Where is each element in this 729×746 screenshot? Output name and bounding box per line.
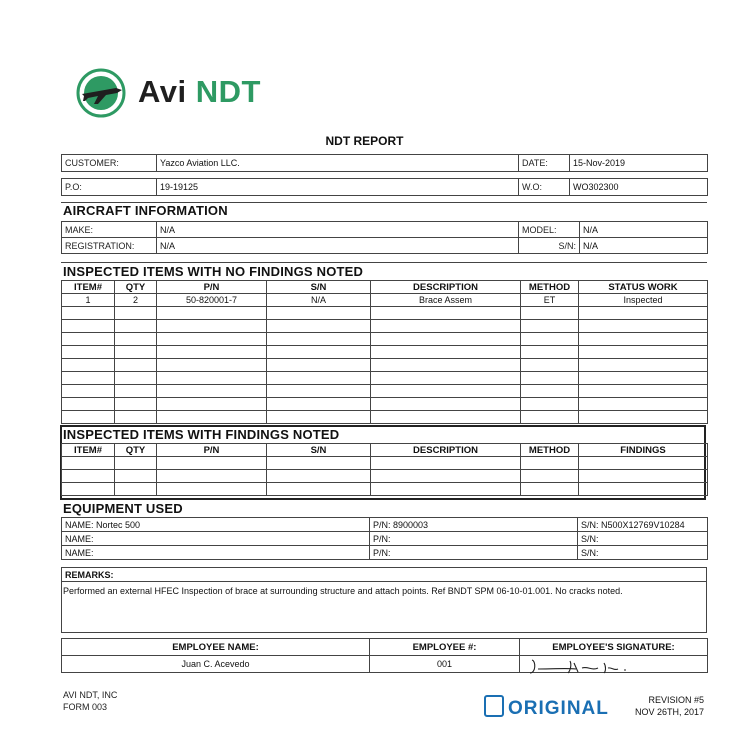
col-method: METHOD <box>521 281 579 294</box>
equipment-pn: P/N: 8900003 <box>370 518 578 532</box>
remarks-table <box>61 567 707 633</box>
table-row <box>62 294 708 307</box>
col-pn: P/N <box>157 444 267 457</box>
handwritten-signature <box>526 657 656 677</box>
report-title: NDT REPORT <box>325 134 404 148</box>
col-status-work: STATUS WORK <box>579 281 708 294</box>
item-qty: 2 <box>115 294 157 307</box>
make-label: MAKE: <box>62 222 157 238</box>
item-number: 1 <box>62 294 115 307</box>
col-method: METHOD <box>521 444 579 457</box>
table-row <box>62 518 708 532</box>
table-row <box>62 457 708 470</box>
col-description: DESCRIPTION <box>371 444 521 457</box>
po-value: 19-19125 <box>157 179 519 196</box>
equipment-pn: P/N: <box>370 546 578 560</box>
item-pn: 50-820001-7 <box>157 294 267 307</box>
employee-name: Juan C. Acevedo <box>62 656 370 673</box>
make-value: N/A <box>157 222 519 238</box>
equipment-pn: P/N: <box>370 532 578 546</box>
employee-signature-label: EMPLOYEE'S SIGNATURE: <box>520 639 708 656</box>
stamp-icon <box>484 695 504 717</box>
table-row <box>62 307 708 320</box>
equipment-name: NAME: <box>62 546 370 560</box>
airplane-logo-icon <box>76 68 126 118</box>
equipment-sn: S/N: <box>578 532 708 546</box>
original-stamp: ORIGINAL <box>484 695 609 720</box>
aircraft-sn-value: N/A <box>580 238 708 254</box>
date-label: DATE: <box>519 155 570 172</box>
no-findings-table <box>61 280 708 424</box>
company-name: AVI NDT, INC <box>63 690 118 700</box>
revision-info <box>612 694 704 718</box>
table-row <box>62 483 708 496</box>
table-row <box>62 470 708 483</box>
wo-label: W.O: <box>519 179 570 196</box>
col-pn: P/N <box>157 281 267 294</box>
col-item: ITEM# <box>62 444 115 457</box>
customer-value: Yazco Aviation LLC. <box>157 155 519 172</box>
item-status: Inspected <box>579 294 708 307</box>
equipment-name: NAME: <box>62 532 370 546</box>
date-value: 15-Nov-2019 <box>570 155 708 172</box>
form-number: FORM 003 <box>63 702 108 712</box>
model-label: MODEL: <box>519 222 580 238</box>
col-findings: FINDINGS <box>579 444 708 457</box>
equipment-name: NAME: Nortec 500 <box>62 518 370 532</box>
table-row <box>62 372 708 385</box>
employee-name-label: EMPLOYEE NAME: <box>62 639 370 656</box>
item-sn: N/A <box>267 294 371 307</box>
table-row <box>62 346 708 359</box>
registration-value: N/A <box>157 238 519 254</box>
col-qty: QTY <box>115 444 157 457</box>
table-row <box>62 532 708 546</box>
table-row <box>62 385 708 398</box>
table-row <box>62 411 708 424</box>
col-item: ITEM# <box>62 281 115 294</box>
model-value: N/A <box>580 222 708 238</box>
equipment-table <box>61 517 708 560</box>
revision-date: NOV 26TH, 2017 <box>634 707 704 717</box>
customer-info-table <box>61 154 708 196</box>
table-row <box>62 333 708 346</box>
po-label: P.O: <box>62 179 157 196</box>
revision-number: REVISION #5 <box>648 695 704 705</box>
footer-company <box>63 689 117 713</box>
table-row <box>62 359 708 372</box>
equipment-sn: S/N: <box>578 546 708 560</box>
employee-number: 001 <box>370 656 520 673</box>
equipment-section-heading: EQUIPMENT USED <box>63 501 183 516</box>
col-sn: S/N <box>267 444 371 457</box>
logo-wordmark: Avi NDT <box>138 74 261 109</box>
remarks-label: REMARKS: <box>62 568 707 582</box>
customer-label: CUSTOMER: <box>62 155 157 172</box>
wo-value: WO302300 <box>570 179 708 196</box>
table-row <box>62 546 708 560</box>
remarks-text: Performed an external HFEC Inspection of brace at surrounding structure and attach points. Ref BNDT SPM 06-10-01.001. No cracks noted. <box>63 586 623 596</box>
table-row <box>62 398 708 411</box>
table-row <box>62 320 708 333</box>
col-sn: S/N <box>267 281 371 294</box>
item-method: ET <box>521 294 579 307</box>
aircraft-info-table <box>61 221 708 254</box>
findings-section-heading: INSPECTED ITEMS WITH FINDINGS NOTED <box>63 427 340 442</box>
employee-number-label: EMPLOYEE #: <box>370 639 520 656</box>
aircraft-sn-label: S/N: <box>519 238 580 254</box>
item-description: Brace Assem <box>371 294 521 307</box>
registration-label: REGISTRATION: <box>62 238 157 254</box>
col-description: DESCRIPTION <box>371 281 521 294</box>
company-logo <box>76 66 276 122</box>
col-qty: QTY <box>115 281 157 294</box>
no-findings-section-heading: INSPECTED ITEMS WITH NO FINDINGS NOTED <box>63 264 364 279</box>
findings-table <box>61 443 708 496</box>
aircraft-section-heading: AIRCRAFT INFORMATION <box>63 203 228 218</box>
equipment-sn: S/N: N500X12769V10284 <box>578 518 708 532</box>
